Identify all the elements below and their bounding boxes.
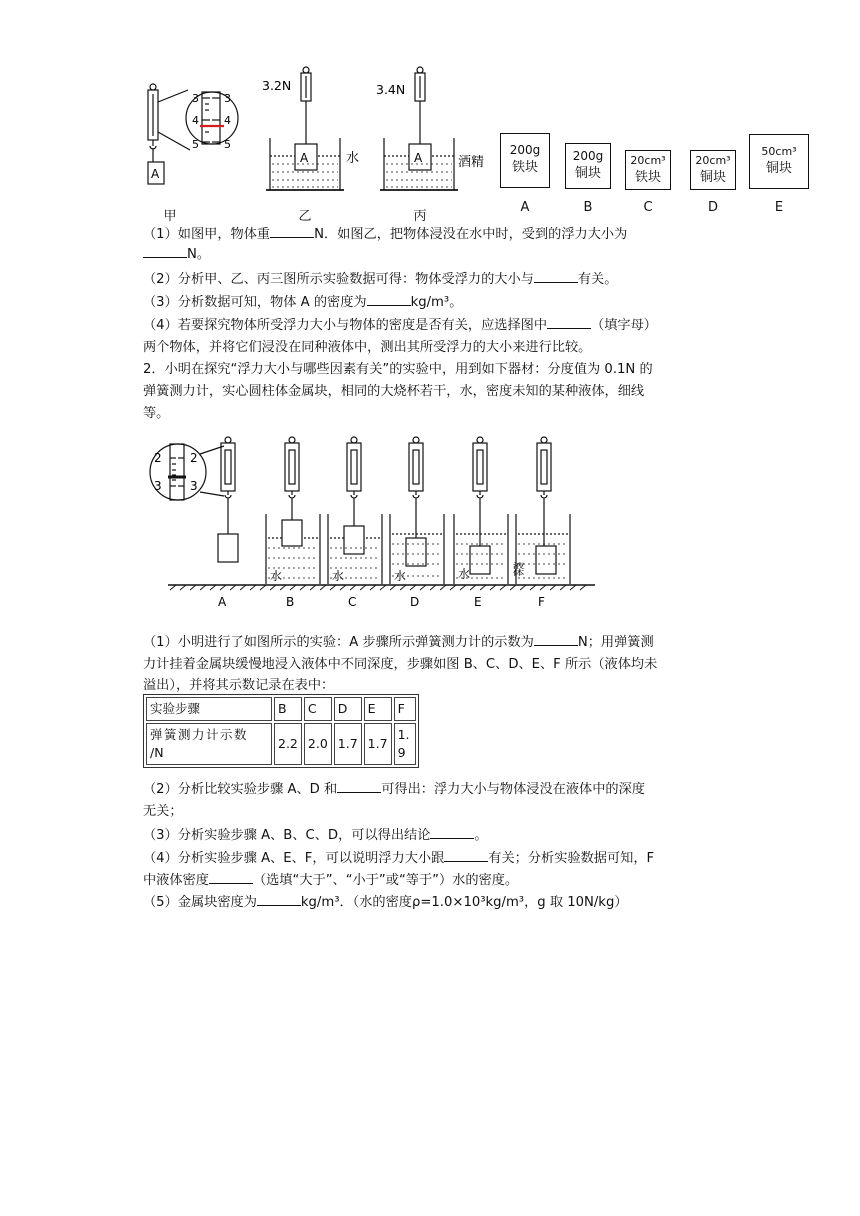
- inset-tick-4a: 4: [192, 114, 199, 127]
- figure-2: [140, 430, 600, 615]
- table-header-step: 实验步骤: [146, 697, 272, 721]
- reading-E: 1.7: [364, 723, 392, 765]
- answer-blank[interactable]: [143, 245, 187, 258]
- block-D-volume: 20cm³: [695, 154, 731, 167]
- reading-D: 1.7: [334, 723, 362, 765]
- q2-p2-line-2: [143, 802, 723, 822]
- q2-p1-line-3: [143, 676, 723, 696]
- water-label-C: 水: [332, 569, 345, 583]
- block-B-mass: 200g: [572, 149, 604, 163]
- answer-blank[interactable]: [444, 849, 488, 862]
- q1-l4a: （3）分析数据可知，物体 A 的密度为: [143, 295, 367, 310]
- reading-F: [394, 723, 416, 765]
- q1-line-5: [143, 316, 723, 336]
- block-B-letter: B: [583, 200, 593, 215]
- q2-p4d: （选填“大于”、“小于”或“等于”）水的密度。: [252, 873, 519, 888]
- answer-blank[interactable]: [547, 316, 591, 329]
- q2-p2b: 可得出：浮力大小与物体浸没在液体中的深度: [381, 782, 645, 797]
- liquid-label-F: 液体: [511, 562, 525, 586]
- q2-p2-line-1: [143, 780, 723, 800]
- answer-blank[interactable]: [367, 293, 411, 306]
- inset2-tick-3b: 3: [190, 479, 198, 493]
- beaker-E: [454, 437, 508, 584]
- q2-intro-2: [143, 382, 723, 402]
- q2-p5a: （5）金属块密度为: [143, 895, 257, 910]
- q1-l3b: 有关。: [577, 272, 618, 287]
- answer-blank[interactable]: [430, 826, 474, 839]
- q2-intro-3: [143, 404, 723, 424]
- water-label-D: 水: [394, 569, 407, 583]
- q1-l2: N。: [187, 247, 211, 262]
- answer-blank[interactable]: [209, 871, 253, 884]
- q2-p1-line-2: [143, 655, 723, 675]
- block-C-volume: 20cm³: [630, 154, 666, 167]
- beaker-C: [328, 437, 382, 584]
- block-C-material: 铁块: [634, 170, 661, 185]
- readings-table: [143, 694, 419, 768]
- q2-p4-line-2: [143, 871, 723, 891]
- q1-line-4: [143, 293, 723, 313]
- q2-p1-line-1: [143, 633, 723, 653]
- inset2-tick-2b: 2: [190, 451, 198, 465]
- row-label-line1: 弹簧测力计示数: [150, 727, 249, 742]
- q2-intro-1: [143, 360, 723, 380]
- q2-p4c: 中液体密度: [143, 873, 209, 888]
- step-D: D: [410, 595, 420, 609]
- q1-line-6: [143, 338, 723, 358]
- q1-l4b: kg/m³。: [410, 295, 463, 310]
- block-E-volume: 50cm³: [761, 145, 797, 158]
- table-row: [146, 723, 416, 765]
- reading-B: 2.2: [274, 723, 302, 765]
- q1-l6: 两个物体，并将它们浸没在同种液体中，测出其所受浮力的大小来进行比较。: [143, 340, 592, 355]
- reading-bing: 3.4N: [376, 82, 406, 97]
- object-label-yi: A: [300, 151, 309, 165]
- block-D-letter: D: [707, 200, 718, 215]
- q2-intro3: 等。: [143, 406, 170, 421]
- block-A-letter: A: [520, 200, 530, 215]
- block-C-letter: C: [643, 200, 653, 215]
- q2-p5b: kg/m³．（水的密度ρ=1.0×10³kg/m³，g 取 10N/kg）: [300, 895, 628, 910]
- block-A: [500, 133, 550, 188]
- q2-p3a: （3）分析实验步骤 A、B、C、D，可以得出结论: [143, 828, 431, 843]
- q2-intro2: 弹簧测力计，实心圆柱体金属块，相同的大烧杯若干，水，密度未知的某种液体，细线: [143, 384, 645, 399]
- q2-p1a: （1）小明进行了如图所示的实验：A 步骤所示弹簧测力计的示数为: [143, 635, 534, 650]
- liquid-label-bing: 酒精: [458, 155, 485, 170]
- block-D: [690, 150, 736, 190]
- table-row-label: [146, 723, 272, 765]
- block-E-letter: E: [774, 200, 784, 215]
- block-A-material: 铁块: [511, 160, 538, 175]
- block-B: [565, 143, 611, 189]
- water-label-E: 水: [458, 567, 471, 581]
- table-header-B: B: [274, 697, 302, 721]
- caption-jia: 甲: [163, 209, 177, 224]
- step-C: C: [348, 595, 357, 609]
- reading-F-line1: 1.: [397, 727, 410, 742]
- row-label-line2: /N: [150, 745, 164, 760]
- q2-p4a: （4）分析实验步骤 A、E、F，可以说明浮力大小跟: [143, 851, 445, 866]
- beaker-B: [266, 437, 320, 584]
- answer-blank[interactable]: [337, 780, 381, 793]
- reading-F-line2: 9: [397, 745, 406, 760]
- reading-C: 2.0: [304, 723, 332, 765]
- inset-tick-3a: 3: [192, 92, 199, 105]
- table-header-C: C: [304, 697, 332, 721]
- block-A-mass: 200g: [509, 143, 541, 157]
- inset2-tick-3a: 3: [154, 479, 162, 493]
- q2-p4-line-1: [143, 849, 723, 869]
- step-E: E: [474, 595, 482, 609]
- block-D-material: 铜块: [699, 170, 726, 185]
- q2-p2a: （2）分析比较实验步骤 A、D 和: [143, 782, 338, 797]
- inset-tick-4b: 4: [224, 114, 231, 127]
- q1-l1b: N．如图乙，把物体浸没在水中时，受到的浮力大小为: [314, 227, 628, 242]
- object-label-jia: A: [151, 167, 160, 181]
- q1-l1a: （1）如图甲，物体重: [143, 227, 271, 242]
- spring-scale-A: [218, 437, 238, 562]
- q2-p3b: 。: [474, 828, 488, 843]
- answer-blank[interactable]: [534, 633, 578, 646]
- block-E: [749, 134, 809, 189]
- block-C: [625, 150, 671, 190]
- answer-blank[interactable]: [257, 893, 301, 906]
- beaker-D: [390, 437, 444, 584]
- q2-p1b: N；用弹簧测: [577, 635, 654, 650]
- inset2-tick-2a: 2: [154, 451, 162, 465]
- water-label-B: 水: [270, 569, 283, 583]
- table-header-E: E: [364, 697, 392, 721]
- block-E-material: 铜块: [765, 161, 792, 176]
- q2-p1d: 溢出），并将其示数记录在表中：: [143, 678, 335, 693]
- table-header-D: D: [334, 697, 362, 721]
- reading-yi: 3.2N: [262, 78, 292, 93]
- inset-tick-3b: 3: [224, 92, 231, 105]
- q2-p4b: 有关；分析实验数据可知，F: [488, 851, 655, 866]
- q1-line-1: [143, 225, 723, 245]
- caption-bing: 丙: [413, 209, 427, 224]
- liquid-label-yi: 水: [346, 151, 360, 166]
- q2-intro1: 2．小明在探究“浮力大小与哪些因素有关”的实验中，用到如下器材：分度值为 0.1N 的: [143, 362, 653, 377]
- q2-p2c: 无关；: [143, 804, 183, 819]
- q2-p3-line: [143, 826, 723, 846]
- figure-1: [130, 62, 820, 222]
- q1-line-2: [143, 245, 723, 265]
- inset-tick-5b: 5: [224, 138, 231, 151]
- step-B: B: [286, 595, 295, 609]
- object-label-bing: A: [414, 151, 423, 165]
- table-header-F: F: [394, 697, 416, 721]
- q1-line-3: [143, 270, 723, 290]
- table-row: [146, 697, 416, 721]
- inset-tick-5a: 5: [192, 138, 199, 151]
- step-F: F: [538, 595, 545, 609]
- q1-l3a: （2）分析甲、乙、丙三图所示实验数据可得：物体受浮力的大小与: [143, 272, 534, 287]
- q2-p1c: 力计挂着金属块缓慢地浸入液体中不同深度，步骤如图 B、C、D、E、F 所示（液体均未: [143, 657, 658, 672]
- q1-l5a: （4）若要探究物体所受浮力大小与物体的密度是否有关，应选择图中: [143, 318, 548, 333]
- caption-yi: 乙: [298, 209, 312, 224]
- block-B-material: 铜块: [574, 166, 601, 181]
- answer-blank[interactable]: [270, 225, 314, 238]
- answer-blank[interactable]: [534, 270, 578, 283]
- q1-l5b: （填字母）: [591, 318, 657, 333]
- step-A: A: [218, 595, 227, 609]
- q2-p5-line: [143, 893, 723, 913]
